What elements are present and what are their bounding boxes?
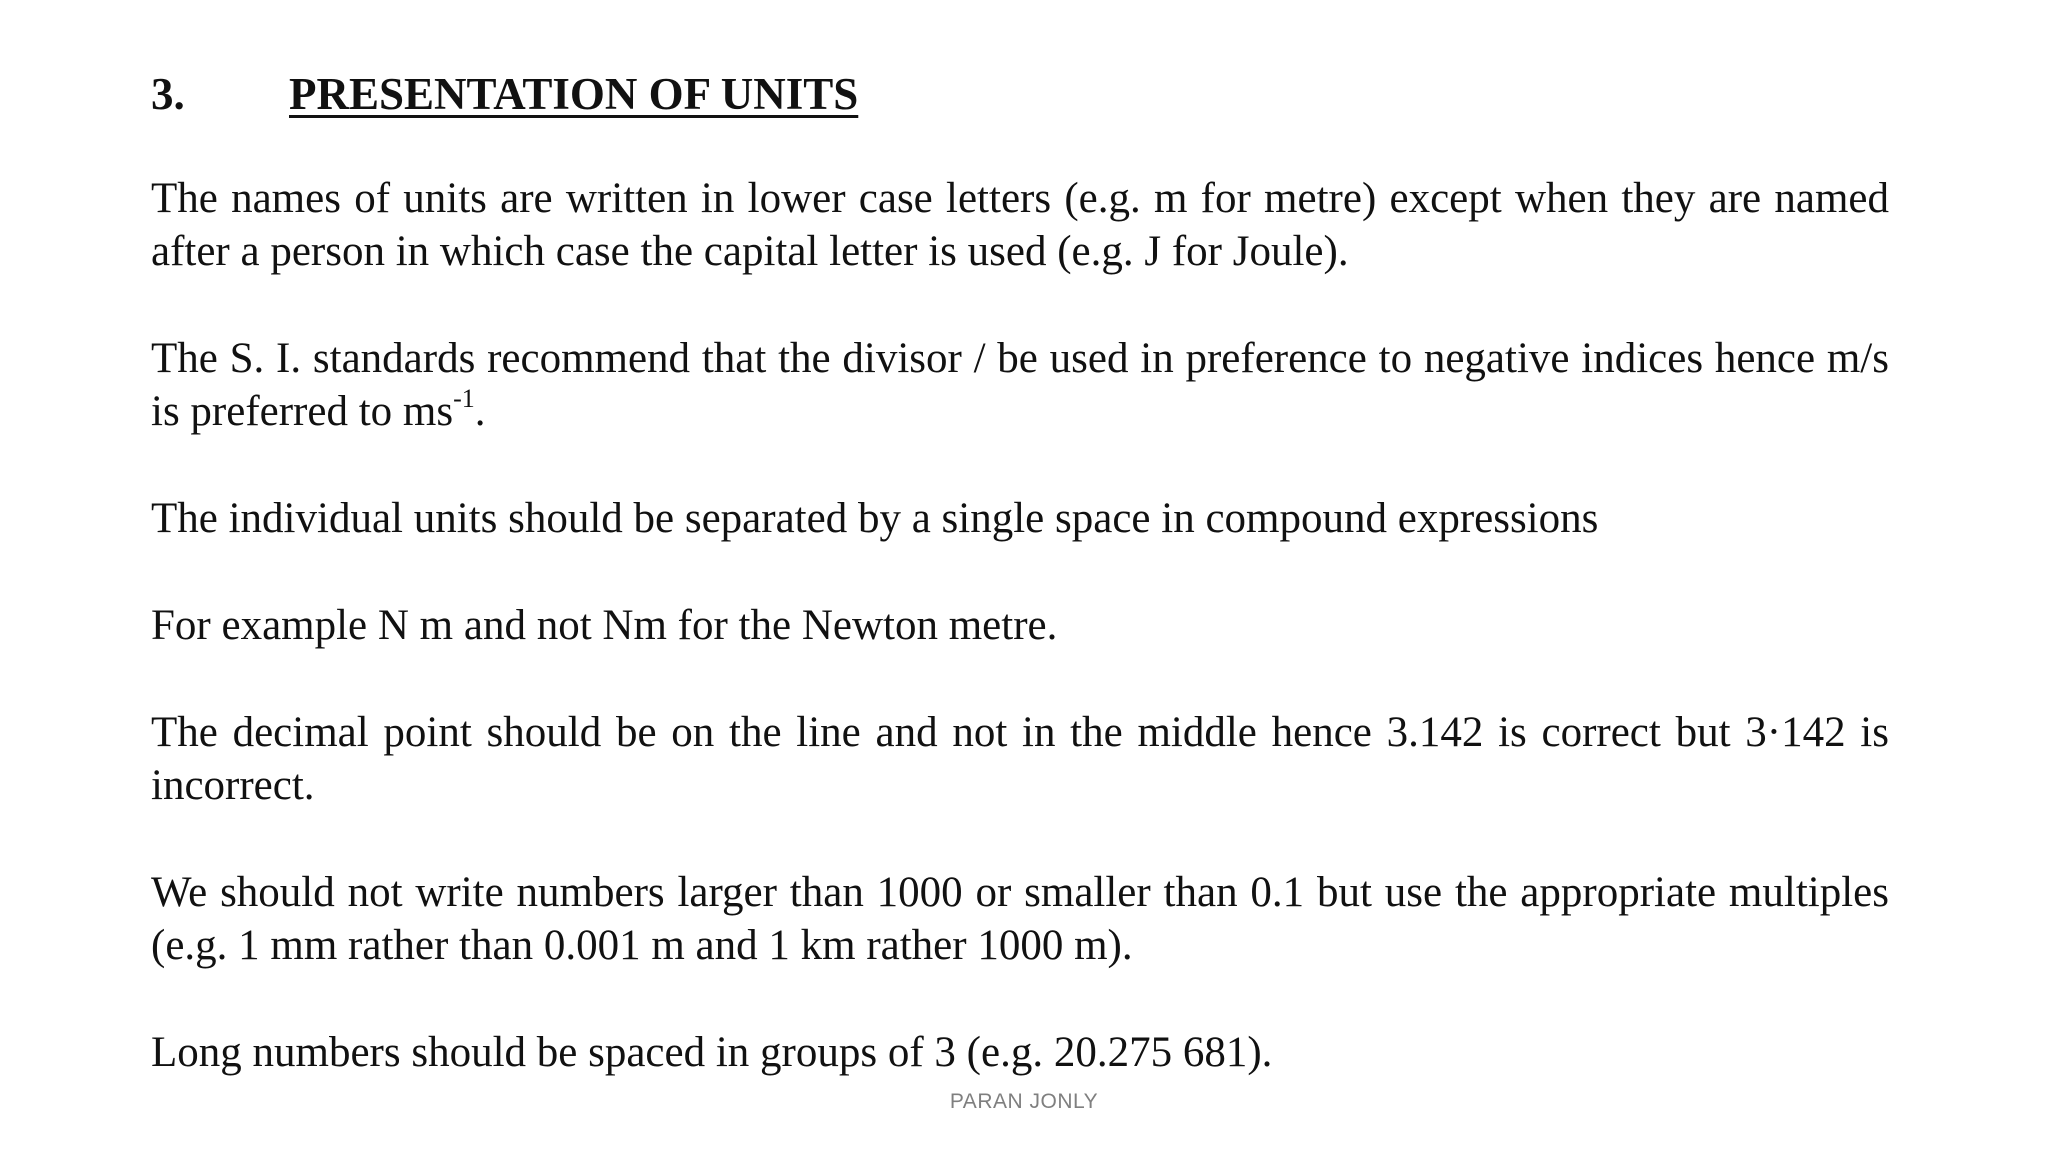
body-text [151, 172, 1889, 1079]
paragraph-decimal-point: The decimal point should be on the line and not in the middle hence 3.142 is correct but 3·142 is incorrect. [151, 709, 1889, 809]
superscript-exponent: -1 [453, 384, 475, 413]
paragraph-unit-names: The names of units are written in lower case letters (e.g. m for metre) except when they are named after a person in which case the capital letter is used (e.g. J for Joule). [151, 175, 1889, 275]
paragraph-spacing: The individual units should be separated by a single space in compound expressions [151, 495, 1599, 542]
paragraph-example: For example N m and not Nm for the Newton metre. [151, 602, 1058, 649]
paragraph-divisor-text: The S. I. standards recommend that the divisor / be used in preference to negative indices hence m/s is preferred to ms [151, 335, 1889, 435]
section-title: PRESENTATION OF UNITS [289, 69, 859, 119]
paragraph-divisor [151, 332, 1889, 438]
section-number: 3. [151, 69, 185, 119]
section-heading [151, 66, 858, 122]
paragraph-long-numbers: Long numbers should be spaced in groups of 3 (e.g. 20.275 681). [151, 1029, 1273, 1076]
paragraph-multiples: We should not write numbers larger than 1000 or smaller than 0.1 but use the appropriate multiples (e.g. 1 mm rather than 0.001 m and 1 km rather 1000 m). [151, 869, 1889, 969]
footer-author: PARAN JONLY [949, 1090, 1099, 1113]
paragraph-divisor-end: . [474, 388, 486, 435]
